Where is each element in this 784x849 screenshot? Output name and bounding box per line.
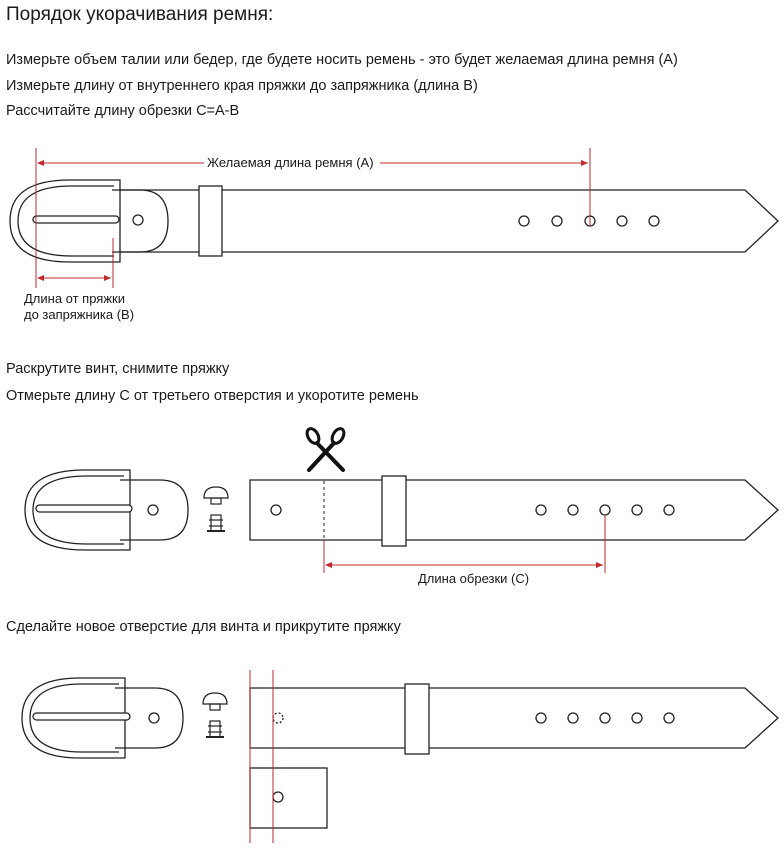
cut-off-piece: [250, 768, 327, 828]
belt-hole: [536, 505, 546, 515]
step-calculate: Рассчитайте длину обрезки С=А-В: [6, 103, 240, 119]
belt-hole: [632, 713, 642, 723]
diagram-2-measurements: [324, 515, 605, 573]
screw-icon: [203, 693, 227, 737]
diagram-3-reassemble: [22, 678, 778, 828]
step-unscrew: Раскрутите винт, снимите пряжку: [6, 361, 230, 377]
belt-keeper: [382, 476, 406, 546]
buckle-length-label-2: до запряжника (В): [24, 307, 135, 322]
belt-hole: [664, 713, 674, 723]
step-new-hole: Сделайте новое отверстие для винта и прикрутите пряжку: [6, 619, 401, 635]
belt-hole: [600, 505, 610, 515]
belt-hole: [617, 216, 627, 226]
belt-hole: [568, 713, 578, 723]
screw-hole: [148, 505, 158, 515]
screw-hole: [273, 792, 283, 802]
cut-length-label: Длина обрезки (С): [418, 571, 530, 586]
belt-strap: [250, 480, 778, 540]
screw-hole: [133, 215, 143, 225]
screw-hole: [271, 505, 281, 515]
belt-strap: [250, 688, 778, 748]
belt-hole: [568, 505, 578, 515]
new-screw-hole: [273, 713, 283, 723]
page-title: Порядок укорачивания ремня:: [6, 4, 274, 25]
belt-hole: [664, 505, 674, 515]
scissors-icon: [305, 427, 347, 470]
diagram-3-marks: [250, 670, 273, 843]
buckle-prong: [36, 505, 132, 512]
belt-hole: [649, 216, 659, 226]
desired-length-label: Желаемая длина ремня (А): [207, 155, 374, 170]
belt-keeper: [405, 684, 429, 754]
belt-hole: [519, 216, 529, 226]
step-measure-buckle: Измерьте длину от внутреннего края пряжки до запряжника (длина В): [6, 78, 478, 94]
buckle-prong: [33, 216, 119, 223]
buckle-prong: [33, 713, 130, 720]
belt-keeper: [199, 186, 222, 256]
step-measure-waist: Измерьте объем талии или бедер, где будете носить ремень - это будет желаемая длина ремня (А): [6, 52, 678, 68]
screw-icon: [204, 487, 228, 531]
diagram-2-detached: [25, 470, 778, 550]
belt-hole: [552, 216, 562, 226]
buckle-length-label-1: Длина от пряжки: [24, 291, 125, 306]
belt-hole: [632, 505, 642, 515]
belt-hole: [600, 713, 610, 723]
belt-hole: [536, 713, 546, 723]
diagram-1-full-belt: [10, 180, 778, 262]
step-cut: Отмерьте длину С от третьего отверстия и укоротите ремень: [6, 388, 419, 404]
screw-hole: [149, 713, 159, 723]
